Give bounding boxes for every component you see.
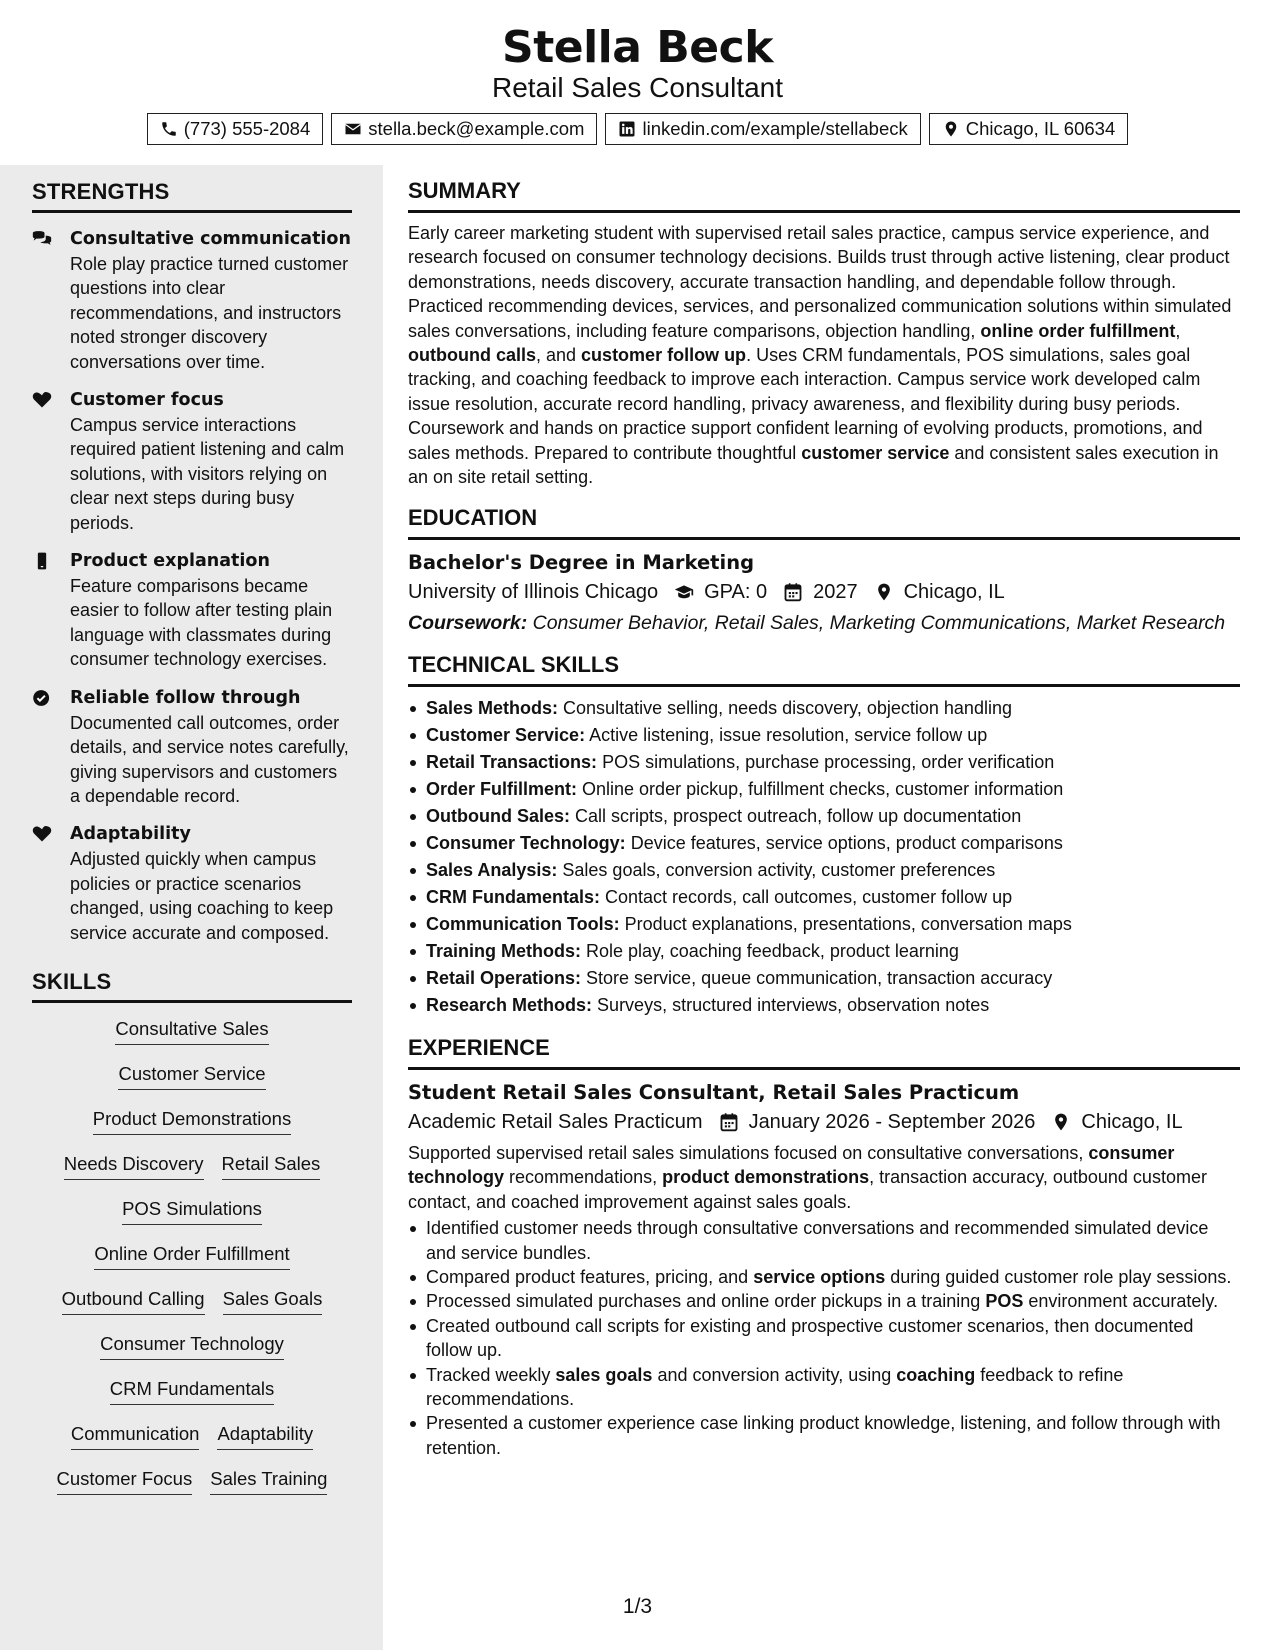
coursework-label: Coursework: <box>408 612 528 635</box>
skill-tag: Sales Goals <box>223 1287 323 1315</box>
strength-item <box>32 226 352 374</box>
skill-values: Product explanations, presentations, conversation maps <box>619 913 1072 934</box>
skill-tag: Product Demonstrations <box>93 1107 291 1135</box>
skill-row <box>32 1332 352 1377</box>
heart-icon <box>32 391 52 409</box>
skill-values: POS simulations, purchase processing, order verification <box>597 751 1055 772</box>
strength-title: Consultative communication <box>70 229 351 249</box>
text-run: and consistent sales execution in an on site retail setting. <box>408 442 1219 488</box>
skill-row <box>32 1107 352 1152</box>
text-run: recommendations, <box>504 1167 663 1188</box>
skill-category: Customer Service: <box>426 724 586 745</box>
skill-tag: Adaptability <box>217 1422 313 1450</box>
contact-linkedin[interactable] <box>605 113 920 145</box>
text-run: and conversion activity, using <box>652 1364 897 1385</box>
skill-tag: Outbound Calling <box>62 1287 205 1315</box>
strength-item <box>32 387 352 535</box>
experience-section <box>408 1035 1240 1460</box>
map-pin-icon <box>1051 1112 1071 1132</box>
strength-title: Product explanation <box>70 551 270 572</box>
text-run: environment accurately. <box>1023 1291 1219 1312</box>
contact-location-text: Chicago, IL 60634 <box>965 118 1116 139</box>
job-intro <box>408 1141 1240 1214</box>
skill-tag: Communication <box>71 1422 200 1450</box>
text-run: , <box>1175 320 1181 341</box>
text-run: Presented a customer experience case linking product knowledge, listening, and follow through with retention. <box>426 1413 1221 1458</box>
summary-text <box>408 221 1240 489</box>
job-meta <box>408 1107 1240 1137</box>
skill-tag: Needs Discovery <box>64 1152 204 1180</box>
emphasis-text: POS <box>985 1291 1024 1312</box>
skill-values: Contact records, call outcomes, customer follow up <box>600 886 1013 907</box>
skill-category: Consumer Technology: <box>426 832 626 853</box>
job-location: Chicago, IL <box>1081 1110 1183 1133</box>
heart-icon <box>32 825 52 843</box>
candidate-role: Retail Sales Consultant <box>491 72 784 103</box>
graduation-cap-icon <box>674 582 694 602</box>
skill-row <box>32 1062 352 1107</box>
technical-skill-item <box>408 749 1240 776</box>
text-run: Processed simulated purchases and online order pickups in a training <box>426 1291 986 1312</box>
skill-values: Consultative selling, needs discovery, objection handling <box>558 697 1012 718</box>
strength-description: Campus service interactions required patient listening and calm solutions, with visitors relying on clear next steps during busy periods. <box>70 415 345 533</box>
skill-category: Retail Transactions: <box>426 751 598 772</box>
coursework-list: Consumer Behavior, Retail Sales, Marketing Communications, Market Research <box>527 612 1226 635</box>
technical-skill-item <box>408 695 1240 722</box>
main-column <box>408 178 1240 1460</box>
skill-tag: Customer Focus <box>57 1467 193 1495</box>
text-run: during guided customer role play sessions. <box>885 1267 1232 1287</box>
skills-list <box>32 1017 352 1512</box>
graduation-year: 2027 <box>813 581 858 604</box>
skill-category: Outbound Sales: <box>426 805 570 826</box>
skill-category: Communication Tools: <box>426 913 620 934</box>
education-heading: EDUCATION <box>408 505 1240 540</box>
job-bullet <box>408 1289 1240 1313</box>
skill-tag: Consultative Sales <box>115 1017 268 1045</box>
job-organization: Academic Retail Sales Practicum <box>408 1110 703 1133</box>
text-run: Supported supervised retail sales simulations focused on consultative conversations, <box>408 1142 1089 1163</box>
skill-row <box>32 1152 352 1197</box>
contact-bar <box>0 113 1275 145</box>
skill-category: Order Fulfillment: <box>426 778 578 799</box>
text-run: . Uses CRM fundamentals, POS simulations, sales goal tracking, and coaching feedback to improve each interaction. Campus service work developed calm issue resolution, accurate record handling, privacy awareness, and flexibility during busy periods. Coursework and hands on practice support confident learning of evolving products, promotions, and sales methods. Prepared to contribute thoughtful <box>408 345 1203 463</box>
skill-row <box>32 1242 352 1287</box>
skill-row <box>32 1422 352 1467</box>
skill-row <box>32 1467 352 1512</box>
technical-skill-item <box>408 803 1240 830</box>
skill-tag: Consumer Technology <box>100 1332 284 1360</box>
text-run: , and <box>536 345 582 366</box>
strength-description: Role play practice turned customer questions into clear recommendations, and instructors noted stronger discovery conversations over time. <box>70 254 349 372</box>
contact-phone[interactable] <box>147 113 324 145</box>
strength-title: Customer focus <box>70 390 224 411</box>
job-bullets <box>408 1216 1240 1460</box>
job-bullet <box>408 1265 1240 1289</box>
emphasis-text: outbound calls <box>408 345 536 366</box>
text-run: Compared product features, pricing, and <box>426 1267 754 1287</box>
map-pin-icon <box>942 120 960 138</box>
chat-bubbles-icon <box>32 230 52 248</box>
skill-category: Sales Analysis: <box>426 859 558 880</box>
emphasis-text: coaching <box>896 1364 976 1385</box>
contact-location <box>929 113 1128 145</box>
job-dates: January 2026 - September 2026 <box>748 1110 1036 1133</box>
skill-row <box>32 1197 352 1242</box>
technical-skills-heading: TECHNICAL SKILLS <box>408 652 1240 687</box>
skill-category: Training Methods: <box>426 940 581 961</box>
strength-item <box>32 821 352 945</box>
technical-skill-item <box>408 857 1240 884</box>
strength-title: Reliable follow through <box>70 687 301 708</box>
strength-description: Documented call outcomes, order details, and service notes carefully, giving supervisors and customers a dependable record. <box>70 712 349 806</box>
resume-header <box>0 0 1275 165</box>
emphasis-text: online order fulfillment <box>980 320 1176 341</box>
education-meta <box>408 577 1240 607</box>
emphasis-text: sales goals <box>555 1364 653 1385</box>
skill-values: Call scripts, prospect outreach, follow up documentation <box>570 805 1022 826</box>
skill-tag: CRM Fundamentals <box>110 1377 275 1405</box>
technical-skill-item <box>408 992 1240 1019</box>
skill-row <box>32 1377 352 1422</box>
skill-row <box>32 1287 352 1332</box>
emphasis-text: service options <box>753 1267 886 1287</box>
technical-skill-item <box>408 938 1240 965</box>
summary-heading: SUMMARY <box>408 178 1240 213</box>
check-circle-icon <box>32 689 52 707</box>
job-title: Student Retail Sales Consultant, Retail Sales Practicum <box>408 1080 1020 1104</box>
calendar-icon <box>719 1112 739 1132</box>
technical-skill-item <box>408 965 1240 992</box>
education-location: Chicago, IL <box>903 581 1005 604</box>
contact-email-text: stella.beck@example.com <box>368 118 585 139</box>
job-bullet <box>408 1216 1240 1265</box>
skill-tag: Sales Training <box>210 1467 327 1495</box>
skill-category: Research Methods: <box>426 994 593 1015</box>
skill-values: Online order pickup, fulfillment checks, customer information <box>577 778 1064 799</box>
skill-tag: POS Simulations <box>122 1197 262 1225</box>
linkedin-icon <box>618 120 636 138</box>
skill-values: Role play, coaching feedback, product learning <box>581 940 959 961</box>
candidate-name: Stella Beck <box>502 22 773 73</box>
skills-heading: SKILLS <box>32 969 352 1003</box>
envelope-icon <box>344 120 362 138</box>
school-name: University of Illinois Chicago <box>408 581 659 604</box>
text-run: feedback to refine recommendations. <box>426 1364 1124 1410</box>
text-run: Created outbound call scripts for existing and prospective customer scenarios, then documented follow up. <box>426 1315 1194 1361</box>
calendar-icon <box>783 582 803 602</box>
text-run: Tracked weekly <box>426 1364 556 1385</box>
text-run: Identified customer needs through consultative conversations and recommended simulated device and service bundles. <box>426 1218 1209 1263</box>
technical-skill-item <box>408 884 1240 911</box>
degree-title: Bachelor's Degree in Marketing <box>408 551 755 575</box>
skill-values: Active listening, issue resolution, service follow up <box>585 724 988 745</box>
gpa: GPA: 0 <box>704 581 768 604</box>
skill-values: Store service, queue communication, transaction accuracy <box>581 967 1053 988</box>
skill-values: Surveys, structured interviews, observation notes <box>592 994 990 1015</box>
experience-heading: EXPERIENCE <box>408 1035 1240 1070</box>
skill-tag: Customer Service <box>118 1062 265 1090</box>
skill-tag: Online Order Fulfillment <box>94 1242 289 1270</box>
education-section <box>408 505 1240 636</box>
skill-values: Device features, service options, product comparisons <box>625 832 1063 853</box>
emphasis-text: consumer technology <box>408 1142 1175 1188</box>
strength-description: Feature comparisons became easier to follow after testing plain language with classmates during consumer technology exercises. <box>70 576 333 670</box>
page-number: 1/3 <box>622 1595 653 1618</box>
strength-title: Adaptability <box>70 824 191 845</box>
technical-skill-item <box>408 830 1240 857</box>
technical-skills-section <box>408 652 1240 1019</box>
sidebar <box>0 165 383 1650</box>
skill-category: CRM Fundamentals: <box>426 886 601 907</box>
strengths-heading: STRENGTHS <box>32 179 352 213</box>
contact-email[interactable] <box>331 113 597 145</box>
phone-icon <box>160 120 178 138</box>
technical-skill-item <box>408 911 1240 938</box>
emphasis-text: customer follow up <box>581 345 747 366</box>
emphasis-text: customer service <box>801 442 950 463</box>
contact-linkedin-text: linkedin.com/example/stellabeck <box>642 118 908 139</box>
job-bullet <box>408 1411 1240 1460</box>
summary-section <box>408 178 1240 489</box>
skill-category: Retail Operations: <box>426 967 582 988</box>
map-pin-icon <box>874 582 894 602</box>
job-bullet <box>408 1314 1240 1363</box>
contact-phone-text: (773) 555-2084 <box>183 118 311 139</box>
technical-skills-list <box>408 695 1240 1019</box>
text-run: , transaction accuracy, outbound customer contact, and coached improvement against sales goals. <box>408 1167 1207 1212</box>
text-run: Early career marketing student with supervised retail sales practice, campus service experience, and research focused on consumer technology decisions. Builds trust through active listening, clear product demonstrations, needs discovery, accurate transaction handling, and dependable follow through. Practiced recommending devices, services, and personalized communication solutions within simulated sales conversations, including feature comparisons, objection handling, <box>408 223 1232 341</box>
emphasis-text: product demonstrations <box>662 1167 870 1188</box>
strength-description: Adjusted quickly when campus policies or practice scenarios changed, using coaching to keep service accurate and composed. <box>70 849 334 943</box>
mobile-phone-icon <box>32 552 52 570</box>
strength-item <box>32 548 352 672</box>
coursework <box>408 611 1240 636</box>
skill-tag: Retail Sales <box>222 1152 321 1180</box>
job-bullet <box>408 1363 1240 1412</box>
skill-values: Sales goals, conversion activity, customer preferences <box>557 859 996 880</box>
skill-category: Sales Methods: <box>426 697 559 718</box>
strength-item <box>32 685 352 809</box>
skill-row <box>32 1017 352 1062</box>
technical-skill-item <box>408 722 1240 749</box>
technical-skill-item <box>408 776 1240 803</box>
